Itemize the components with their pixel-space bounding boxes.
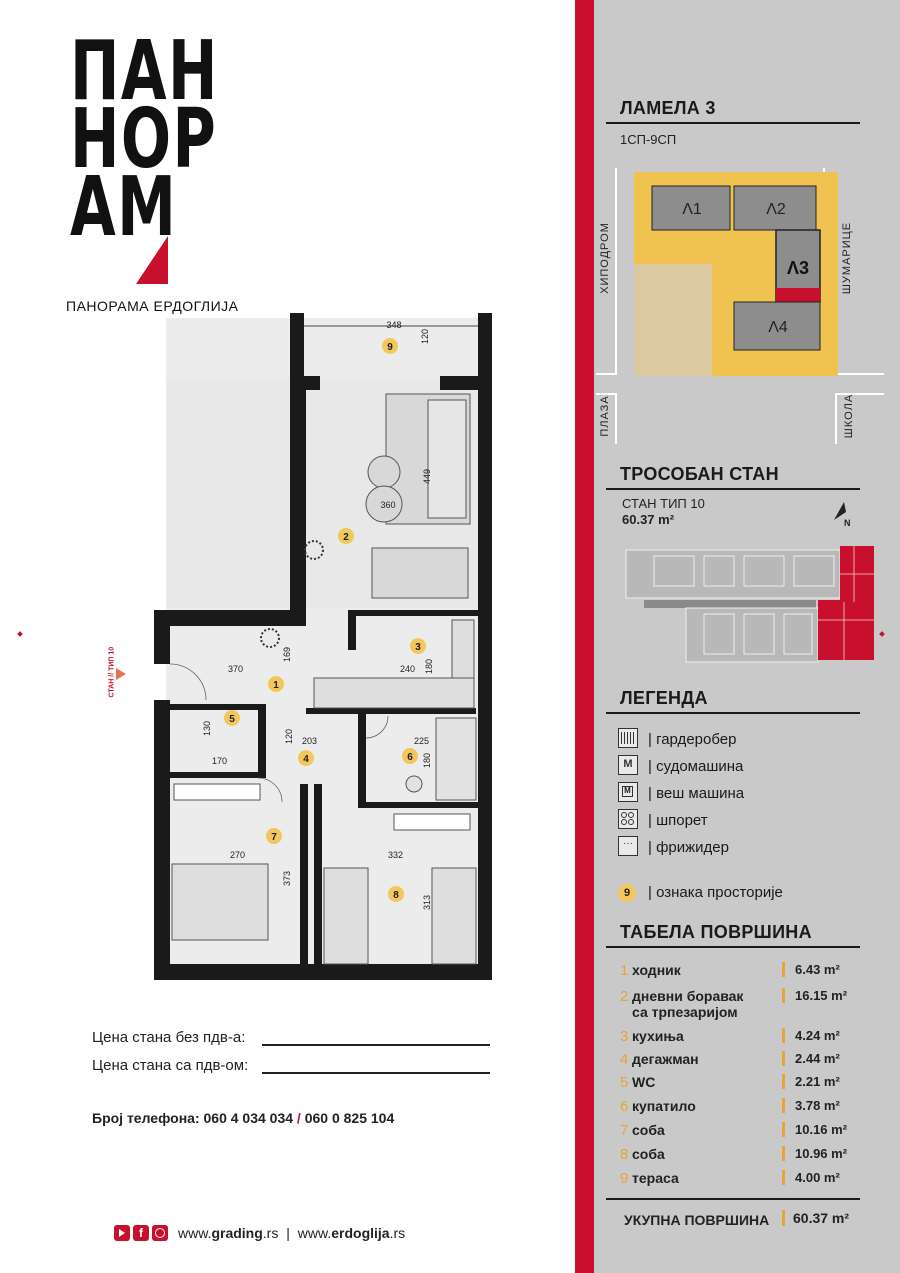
entrance-arrow-icon: [116, 668, 126, 680]
dim-label: 360: [380, 500, 396, 510]
red-stripe: [575, 0, 594, 1273]
dishwasher-icon: M: [618, 755, 638, 775]
washing-machine-icon: M: [618, 782, 638, 802]
block-label: Λ3: [786, 258, 810, 278]
youtube-icon[interactable]: [114, 1225, 130, 1241]
street-label: ХИПОДРОМ: [599, 222, 611, 294]
north-arrow-icon: [832, 500, 854, 528]
block-label: Λ4: [768, 319, 788, 336]
dim-label: 313: [422, 894, 432, 910]
legend-label-fridge: | фрижидер: [648, 839, 729, 856]
legend-label-stove: | шпорет: [648, 812, 708, 829]
dim-label: 225: [414, 736, 430, 746]
block-label: Λ2: [766, 201, 786, 218]
area-row: 3 кухиња 4.24 m²: [620, 1028, 840, 1045]
room-badge-1: [268, 676, 284, 692]
dim-label: 169: [282, 646, 292, 662]
room-badge-8: [388, 886, 404, 902]
area-table-title: ТАБЕЛА ПОВРШИНА: [620, 922, 812, 942]
dim-label: 348: [386, 320, 402, 330]
dim-label: 120: [284, 728, 294, 744]
dim-label: 449: [422, 468, 432, 484]
dim-label: 332: [388, 850, 404, 860]
total-area-value: 60.37 m²: [782, 1210, 849, 1226]
phone-1[interactable]: 060 4 034 034: [203, 1110, 294, 1126]
room-badge-6: [402, 748, 418, 764]
footer-websites: [178, 1225, 405, 1241]
wardrobe-icon: [618, 728, 638, 748]
street-label: ШУМАРИЦЕ: [841, 221, 853, 295]
area-row: 4 дегажман 2.44 m²: [620, 1051, 840, 1068]
room-badge-2: [338, 528, 354, 544]
room-marker-badge: 9: [618, 884, 636, 902]
divider: [606, 712, 860, 714]
svg-text:8: 8: [393, 890, 399, 901]
svg-text:3: 3: [415, 642, 421, 653]
footer-divider: |: [286, 1225, 290, 1241]
room-badge-5: [224, 710, 240, 726]
legend-title: ЛЕГЕНДА: [620, 688, 708, 708]
svg-text:2: 2: [343, 532, 349, 543]
website-erdoglija[interactable]: www.erdoglija.rs: [297, 1225, 406, 1241]
stove-icon: [618, 809, 638, 829]
website-grading[interactable]: www.grading.rs: [178, 1225, 279, 1241]
dim-label: 370: [228, 664, 244, 674]
floor-plan: [118, 308, 518, 998]
logo-subtitle: ПАНОРАМА ЕРДОГЛИЈА: [66, 298, 239, 314]
price-with-vat-field[interactable]: [262, 1072, 490, 1074]
logo-row-3: АМ: [70, 160, 178, 255]
instagram-icon[interactable]: [152, 1225, 168, 1241]
price-without-vat-field[interactable]: [262, 1044, 490, 1046]
logo-row-1: ПАН: [70, 24, 219, 119]
entrance-marker: [106, 640, 120, 704]
dim-label: 180: [422, 752, 432, 768]
svg-text:5: 5: [229, 714, 235, 725]
phone-2[interactable]: 060 0 825 104: [304, 1110, 395, 1126]
price-without-vat-label: Цена стана без пдв-а:: [92, 1029, 246, 1046]
lamela-floors: 1СП-9СП: [620, 132, 677, 147]
facebook-icon[interactable]: f: [133, 1225, 149, 1241]
room-badge-9: [382, 338, 398, 354]
room-badge-3: [410, 638, 426, 654]
logo-row-2: НОР: [70, 92, 218, 187]
area-row: 1 ходник 6.43 m²: [620, 962, 840, 979]
fridge-icon: ···: [618, 836, 638, 856]
svg-text:6: 6: [407, 752, 413, 763]
area-row: 5 WC 2.21 m²: [620, 1074, 840, 1091]
dim-label: 170: [212, 756, 228, 766]
dim-label: 240: [400, 664, 416, 674]
dim-label: 180: [424, 658, 434, 674]
phone-label: Број телефона:: [92, 1110, 200, 1126]
lamela-title: ЛАМЕЛА 3: [620, 98, 716, 118]
site-plan: [596, 158, 884, 450]
room-badge-7: [266, 828, 282, 844]
svg-text:4: 4: [303, 754, 309, 765]
street-label: ПЛАЗА: [599, 395, 611, 437]
divider: [606, 946, 860, 948]
area-row: 9 тераса 4.00 m²: [620, 1170, 840, 1187]
legend-label-room-marker: | ознака просторије: [648, 884, 783, 901]
svg-text:7: 7: [271, 832, 277, 843]
legend-label-washing-machine: | веш машина: [648, 785, 745, 802]
area-row: 7 соба 10.16 m²: [620, 1122, 848, 1139]
area-row: 2 дневни боравак са трпезаријом 16.15 m²: [620, 988, 848, 1020]
total-area-label: УКУПНА ПОВРШИНА: [624, 1212, 770, 1228]
svg-text:9: 9: [387, 342, 393, 353]
apartment-type-title: ТРОСОБАН СТАН: [620, 464, 779, 484]
social-icons: [114, 1225, 168, 1241]
divider: [606, 488, 860, 490]
contact-line: [92, 1110, 394, 1126]
divider: [606, 122, 860, 124]
legend-label-wardrobe: | гардеробер: [648, 731, 737, 748]
svg-text:N: N: [844, 518, 851, 528]
margin-mark: [17, 631, 23, 637]
dim-label: 203: [302, 736, 318, 746]
svg-text:1: 1: [273, 680, 279, 691]
apartment-type-label: СТАН ТИП 10: [622, 496, 705, 511]
phone-separator: /: [296, 1110, 301, 1126]
area-row: 8 соба 10.96 m²: [620, 1146, 848, 1163]
legend-label-dishwasher: | судомашина: [648, 758, 744, 775]
street-label: ШКОЛА: [843, 393, 855, 439]
room-badge-4: [298, 750, 314, 766]
entrance-label: СТАН // ТИП 10: [108, 646, 116, 698]
dim-label: 120: [420, 328, 430, 344]
floor-key-plan: [624, 544, 880, 664]
logo-red-triangle-icon: [132, 232, 172, 288]
apartment-area: 60.37 m²: [622, 512, 675, 527]
price-with-vat-label: Цена стана са пдв-ом:: [92, 1057, 249, 1074]
dim-label: 373: [282, 870, 292, 886]
divider: [606, 1198, 860, 1200]
dim-label: 270: [230, 850, 246, 860]
dim-label: 130: [202, 720, 212, 736]
block-label: Λ1: [682, 201, 702, 218]
area-row: 6 купатило 3.78 m²: [620, 1098, 840, 1115]
